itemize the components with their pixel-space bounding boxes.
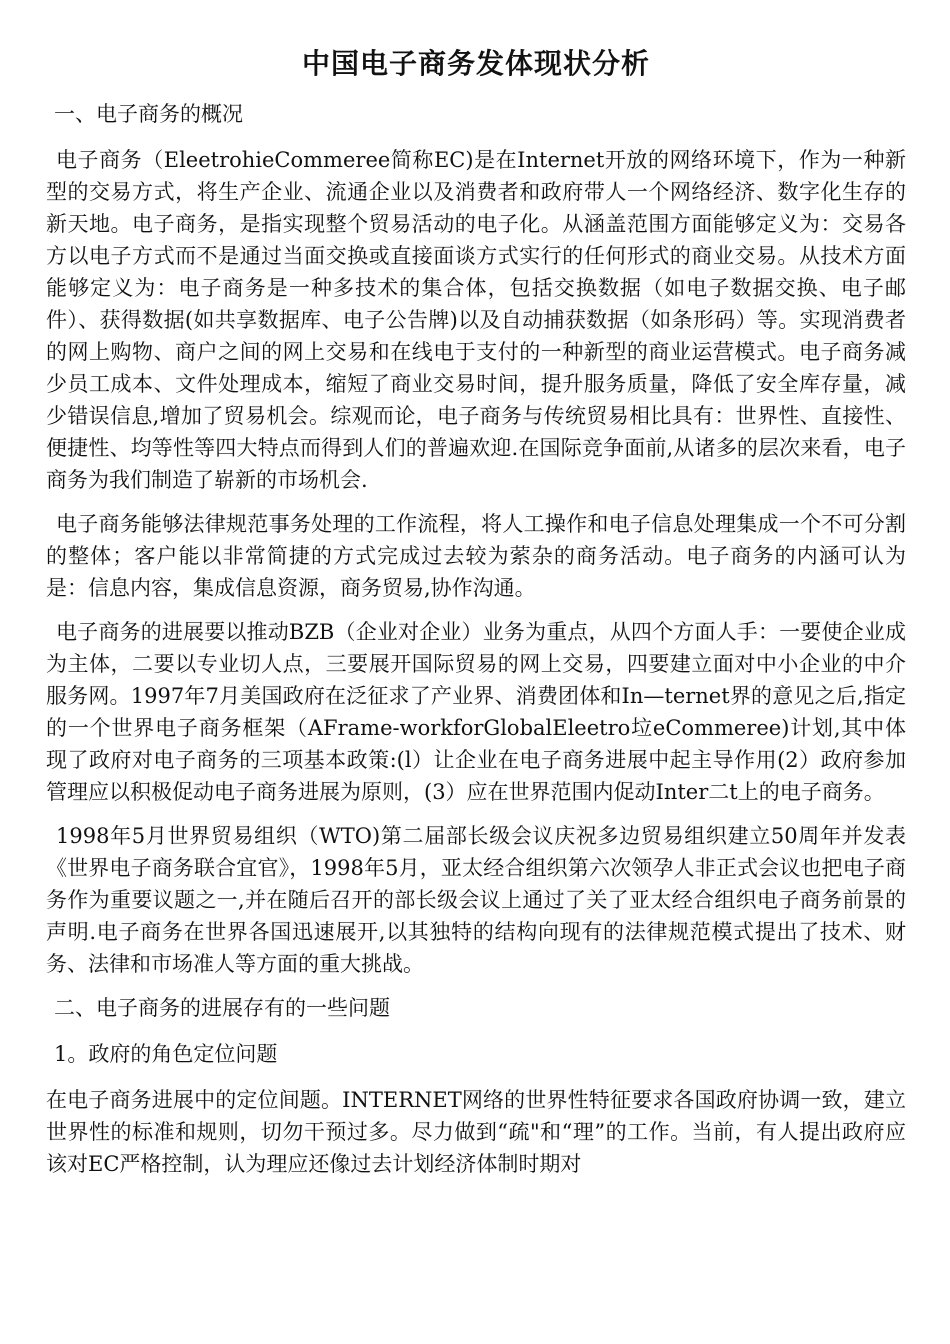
paragraph-development-focus: 电子商务的进展要以推动BZB（企业对企业）业务为重点，从四个方面人手：一要使企业成为主体，二要以专业切人点，三要展开国际贸易的网上交易，四要建立面对中小企业的中介服务网。1997年7月美国政府在泛征求了产业界、消费团体和In—ternet界的意见之后,指定的一个世界电子商务框架（AFrame-workforGlobalEleetro垃eCommeree)计划,其中体现了政府对电子商务的三项基本政策:(l）让企业在电子商务进展中起主导作用(2）政府参加管理应以积极促动电子商务进展为原则，(3）应在世界范围内促动Inter二t上的电子商务。 [46, 620, 906, 804]
paragraph-wto: 1998年5月世界贸易组织（WTO)第二届部长级会议庆祝多边贸易组织建立50周年并发表《世界电子商务联合宜官》，1998年5月，亚太经合组织第六次领孕人非正式会议也把电子商务作为重要议题之一,并在随后召开的部长级会议上通过了关了亚太经合组织电子商务前景的声明.电子商务在世界各国迅速展开,以其独特的结构向现有的法律规范模式提出了技术、财务、法律和市场准人等方面的重大挑战。 [46, 824, 906, 976]
paragraph-workflow: 电子商务能够法律规范事务处理的工作流程，将人工操作和电子信息处理集成一个不可分割的整体；客户能以非常简捷的方式完成过去较为萦杂的商务活动。电子商务的内涵可认为是：信息内容，集成信息资源，商务贸易,协作沟通。 [46, 512, 906, 600]
section-heading-overview: 一、电子商务的概况 [54, 102, 243, 126]
subsection-heading-government-role: 1。政府的角色定位问题 [54, 1042, 278, 1066]
paragraph-definition: 电子商务（EleetrohieCommeree简称EC)是在Internet开放的网络环境下，作为一种新型的交易方式，将生产企业、流通企业以及消费者和政府带人一个网络经济、数字化生存的新天地。电子商务，是指实现整个贸易活动的电子化。从涵盖范围方面能够定义为：交易各方以电子方式而不是通过当面交换或直接面谈方式实行的任何形式的商业交易。从技术方面能够定义为：电子商务是一种多技术的集合体，包括交换数据（如电子数据交换、电子邮件）、获得数据(如共享数据库、电子公告牌)以及自动捕获数据（如条形码）等。实现消费者的网上购物、商户之间的网上交易和在线电于支付的一种新型的商业运营模式。电子商务减少员工成本、文件处理成本，缩短了商业交易时间，提升服务质量，降低了安全库存量，减少错误信息,增加了贸易机会。综观而论，电子商务与传统贸易相比具有：世界性、直接性、便捷性、均等性等四大特点而得到人们的普遍欢迎.在国际竞争面前,从诸多的层次来看，电子商务为我们制造了崭新的市场机会. [46, 148, 906, 492]
document-title: 中国电子商务发体现状分析 [301, 47, 650, 80]
paragraph-government-role: 在电子商务进展中的定位间题。INTERNET网络的世界性特征要求各国政府协调一致，建立世界性的标准和规则，切勿干预过多。尽力做到“疏"和“理”的工作。当前，有人提出政府应该对EC严格控制，认为理应还像过去计划经济体制时期对 [46, 1088, 906, 1176]
section-heading-problems: 二、电子商务的进展存有的一些问题 [54, 996, 390, 1020]
